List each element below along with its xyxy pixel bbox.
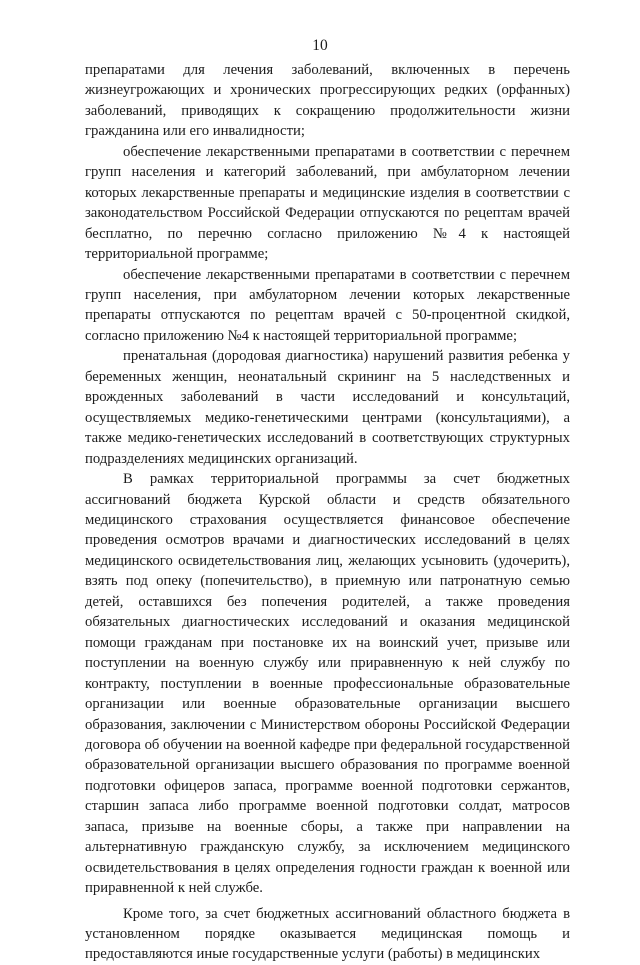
paragraph-free-prescriptions: обеспечение лекарственными препаратами в соответствии с перечнем групп населения и категорий заболеваний, при амбулаторном лечении которых лекарственные препараты и медицинские изделия в соответствии с законодательством Российской Федерации отпускаются по рецептам врачей бесплатно, по перечню согласно приложению №4 к настоящей территориальной программе; [85,143,570,263]
paragraph-prenatal-diagnostics: пренатальная (дородовая диагностика) нарушений развития ребенка у беременных женщин, неонатальный скрининг на 5 наследственных и врожденных заболеваний в части исследований и консультаций, осуществляемых медико-генетическими центрами (консультациями), а также медико-генетических исследований в соответствующих структурных подразделениях медицинских организаций. [85,348,570,467]
paragraph-orphan-drugs-continuation: препаратами для лечения заболеваний, включенных в перечень жизнеугрожающих и хронических прогрессирующих редких (орфанных) заболеваний, приводящих к сокращению продолжительности жизни гражданина или его инвалидности; [85,62,570,140]
paragraph-regional-budget: Кроме того, за счет бюджетных ассигнований областного бюджета в установленном порядке оказывается медицинская помощь и предоставляются иные государственные услуги (работы) в медицинских [85,905,570,963]
page-number: 10 [312,37,328,54]
paragraph-territorial-program-financing: В рамках территориальной программы за счет бюджетных ассигнований бюджета Курской области и средств обязательного медицинского страхования осуществляется финансовое обеспечение проведения осмотров врачами и диагностических исследований в целях медицинского освидетельствования лиц, желающих усыновить (удочерить), взять под опеку (попечительство), в приемную или патронатную семью детей, оставшихся без попечения родителей, а также проведения обязательных диагностических исследований и оказания медицинской помощи гражданам при постановке их на воинский учет, призыве или поступлении на военную службу или приравненную к ней службу по контракту, поступлении в военные профессиональные образовательные организации или военные образовательные организации высшего образования, заключении с Министерством обороны Российской Федерации договора об обучении на военной кафедре при федеральной государственной образовательной организации высшего образования по программе военной подготовки офицеров запаса, программе военной подготовки сержантов, старшин запаса либо программе военной подготовки солдат, матросов запаса, призыве на военные сборы, а также при направлении на альтернативную гражданскую службу, за исключением медицинского освидетельствования в целях определения годности граждан к военной или приравненной к ней службе. [85,471,570,897]
body-text [85,60,570,965]
paragraph-discount-prescriptions: обеспечение лекарственными препаратами в соответствии с перечнем групп населения, при амбулаторном лечении которых лекарственные препараты отпускаются по рецептам врачей с 50-процентной скидкой, согласно приложению №4 к настоящей территориальной программе; [85,266,570,344]
